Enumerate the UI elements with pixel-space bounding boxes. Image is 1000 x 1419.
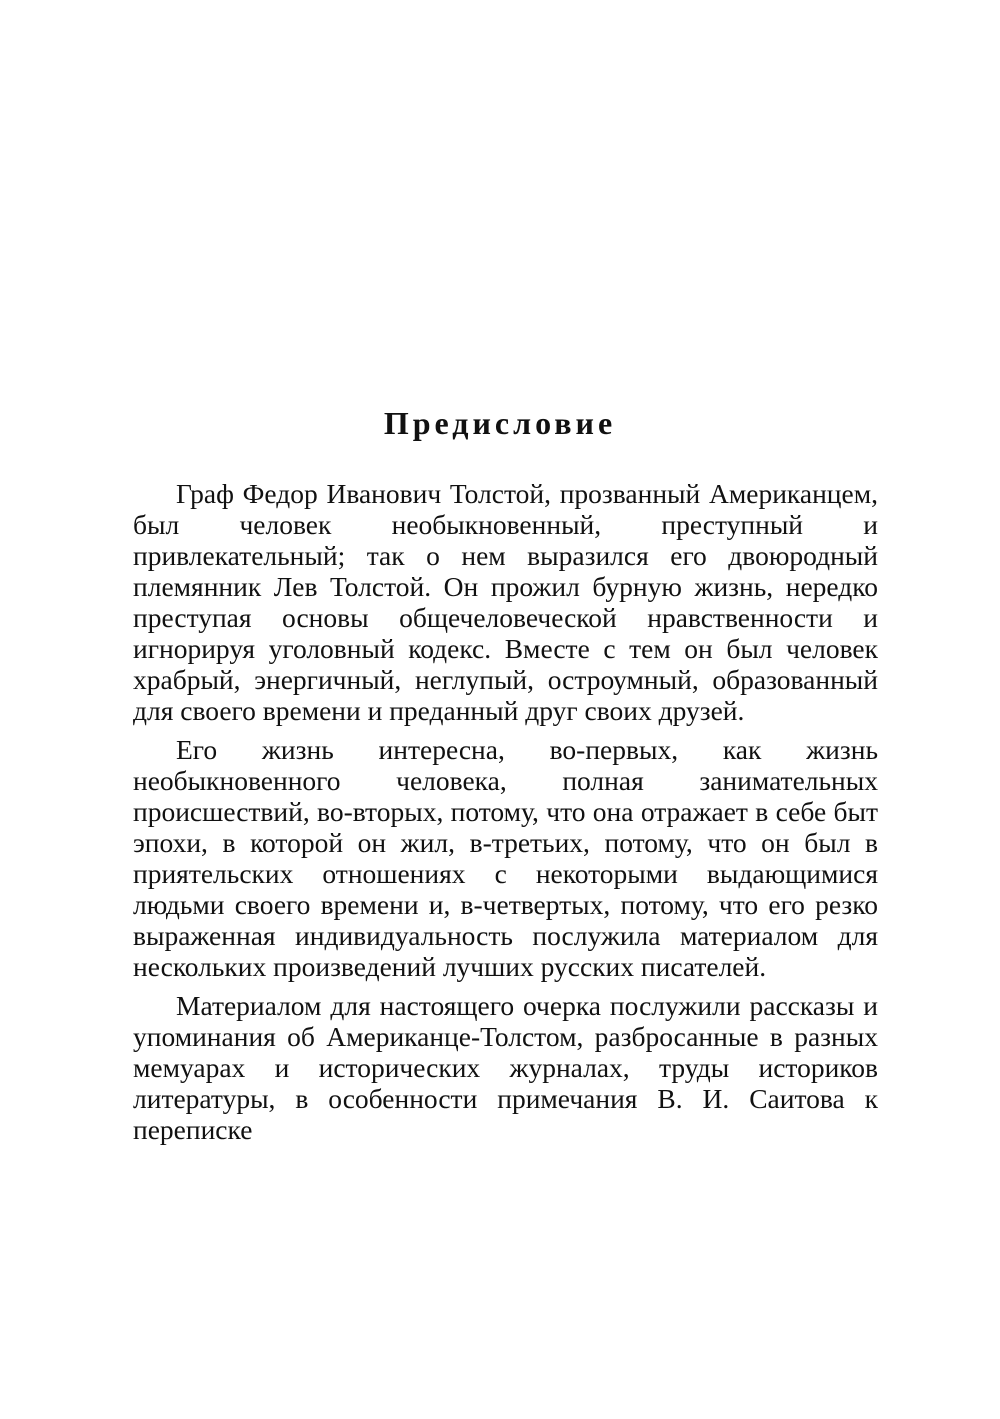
paragraph-1: Граф Федор Иванович Толстой, прозванный Американцем, был человек необыкновенный, преступный и привлекательный; так о нем выразился его двоюродный племянник Лев Толстой. Он прожил бурную жизнь, нередко преступая основы общечеловеческой нравственности и игнорируя уголовный кодекс. Вместе с тем он был человек храбрый, энергичный, неглупый, остроумный, образованный для своего времени и преданный друг своих друзей.: [133, 478, 878, 726]
paragraph-2: Его жизнь интересна, во-первых, как жизнь необыкновенного человека, полная занимательных происшествий, во-вторых, потому, что она отражает в себе быт эпохи, в которой он жил, в-третьих, потому, что он был в приятельских отношениях с некоторыми выдающимися людьми своего времени и, в-четвертых, потому, что его резко выраженная индивидуальность послужила материалом для нескольких произведений лучших русских писателей.: [133, 734, 878, 982]
chapter-heading: Предисловие: [383, 405, 617, 441]
paragraph-3: Материалом для настоящего очерка послужили рассказы и упоминания об Американце-Толстом, разбросанные в разных мемуарах и исторических журналах, труды историков литературы, в особенности примечания В. И. Саитова к переписке: [133, 990, 878, 1145]
body-text: [133, 478, 878, 1145]
